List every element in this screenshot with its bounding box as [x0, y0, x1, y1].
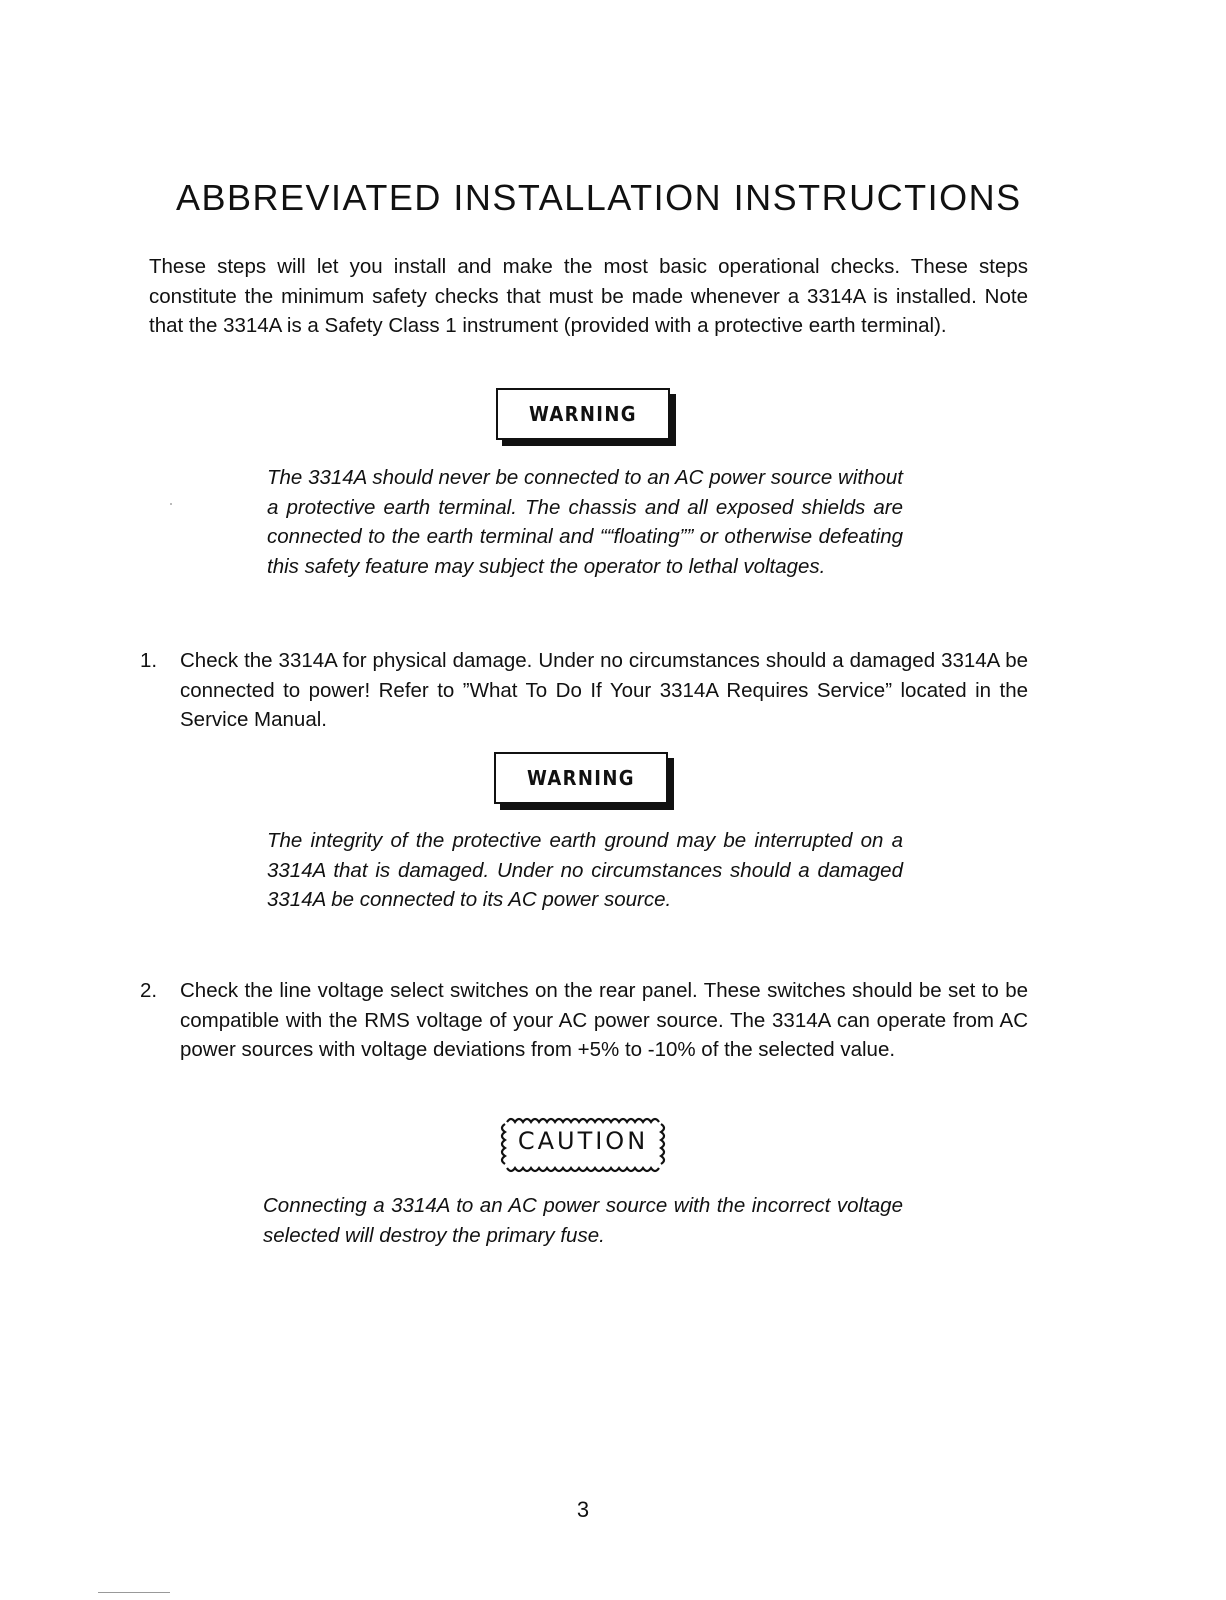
page-number: 3 [576, 1497, 590, 1522]
step-text: Check the 3314A for physical damage. Under no circumstances should a damaged 3314A be connected to power! Refer to ”What To Do If Your 3314A Requires Service” located in the Service Manual. [180, 649, 1028, 731]
caution-text: Connecting a 3314A to an AC power source with the incorrect voltage selected will destroy the primary fuse. [263, 1194, 903, 1247]
scan-artifact [98, 1592, 170, 1593]
warning-label: WARNING [527, 766, 635, 790]
step-number: 1. [140, 649, 158, 672]
step-number: 2. [140, 979, 158, 1002]
caution-label: CAUTION [517, 1127, 649, 1155]
warning-badge [494, 752, 668, 804]
warning-text: The 3314A should never be connected to an AC power source without a protective earth terminal. The chassis and all exposed shields are connected to the earth terminal and ““floating”” or otherwise defeating this safety feature may subject the operator to lethal voltages. [267, 466, 903, 578]
warning-badge [496, 388, 670, 440]
warning-label: WARNING [529, 402, 637, 426]
caution-badge [495, 1114, 671, 1176]
page-title: ABBREVIATED INSTALLATION INSTRUCTIONS [176, 177, 1022, 218]
step-text: Check the line voltage select switches on the rear panel. These switches should be set to be compatible with the RMS voltage of your AC power source. The 3314A can operate from AC power sources with voltage deviations from +5% to -10% of the selected value. [180, 979, 1028, 1061]
scan-speck [170, 503, 172, 505]
warning-text: The integrity of the protective earth ground may be interrupted on a 3314A that is damaged. Under no circumstances should a damaged 3314A be connected to its AC power source. [267, 829, 903, 911]
intro-paragraph: These steps will let you install and make the most basic operational checks. These steps constitute the minimum safety checks that must be made whenever a 3314A is installed. Note that the 3314A is a Safety Class 1 instrument (provided with a protective earth terminal). [149, 255, 1028, 337]
